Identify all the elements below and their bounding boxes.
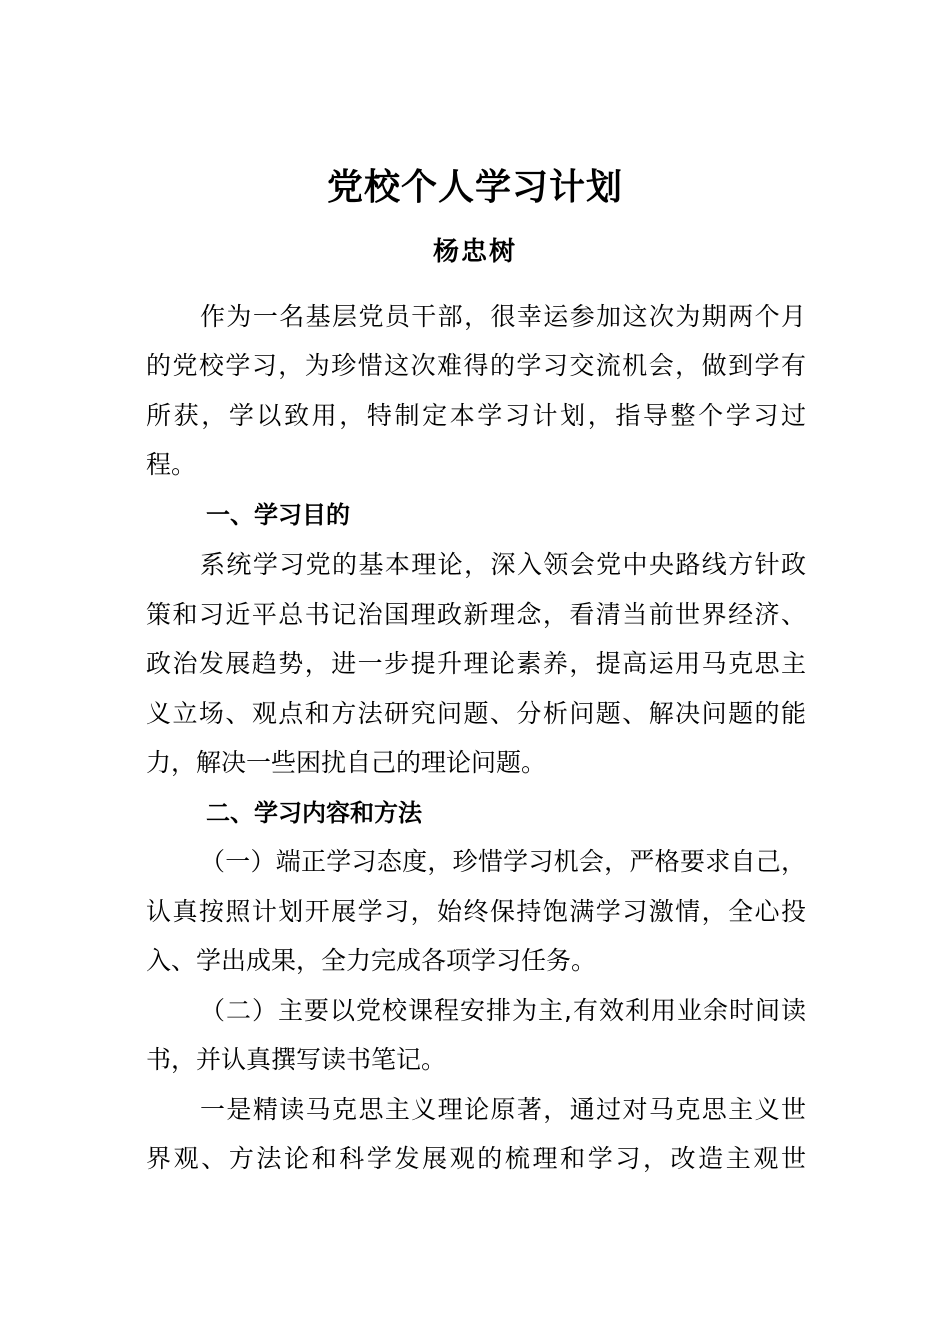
document-author: 杨忠树: [432, 237, 517, 267]
document-title: 党校个人学习计划: [326, 166, 623, 208]
paragraph-line: 力，解决一些困扰自己的理论问题。: [146, 748, 547, 777]
paragraph-line: 义立场、观点和方法研究问题、分析问题、解决问题的能: [146, 699, 806, 728]
paragraph-line: 入、学出成果，全力完成各项学习任务。: [146, 946, 597, 975]
paragraph-line: 所获，学以致用，特制定本学习计划，指导整个学习过: [146, 401, 806, 430]
section-heading: 一、学习目的: [206, 501, 350, 529]
paragraph-line: 书，并认真撰写读书笔记。: [146, 1045, 447, 1074]
paragraph-line: 认真按照计划开展学习，始终保持饱满学习激情，全心投: [146, 897, 806, 926]
paragraph-line: 策和习近平总书记治国理政新理念，看清当前世界经济、: [146, 600, 806, 629]
paragraph-line: 的党校学习，为珍惜这次难得的学习交流机会，做到学有: [146, 351, 806, 380]
paragraph-line: 作为一名基层党员干部，很幸运参加这次为期两个月: [200, 302, 806, 331]
section-heading: 二、学习内容和方法: [206, 799, 422, 827]
paragraph-line: （一）端正学习态度，珍惜学习机会，严格要求自己，: [200, 847, 806, 876]
paragraph-line: 系统学习党的基本理论，深入领会党中央路线方针政: [200, 550, 806, 579]
paragraph-line: （二）主要以党校课程安排为主,有效利用业余时间读: [200, 996, 806, 1025]
paragraph-line: 程。: [146, 450, 197, 479]
paragraph-line: 界观、方法论和科学发展观的梳理和学习，改造主观世: [146, 1144, 806, 1173]
paragraph-line: 政治发展趋势，进一步提升理论素养，提高运用马克思主: [146, 649, 806, 678]
paragraph-line: 一是精读马克思主义理论原著，通过对马克思主义世: [200, 1095, 806, 1124]
